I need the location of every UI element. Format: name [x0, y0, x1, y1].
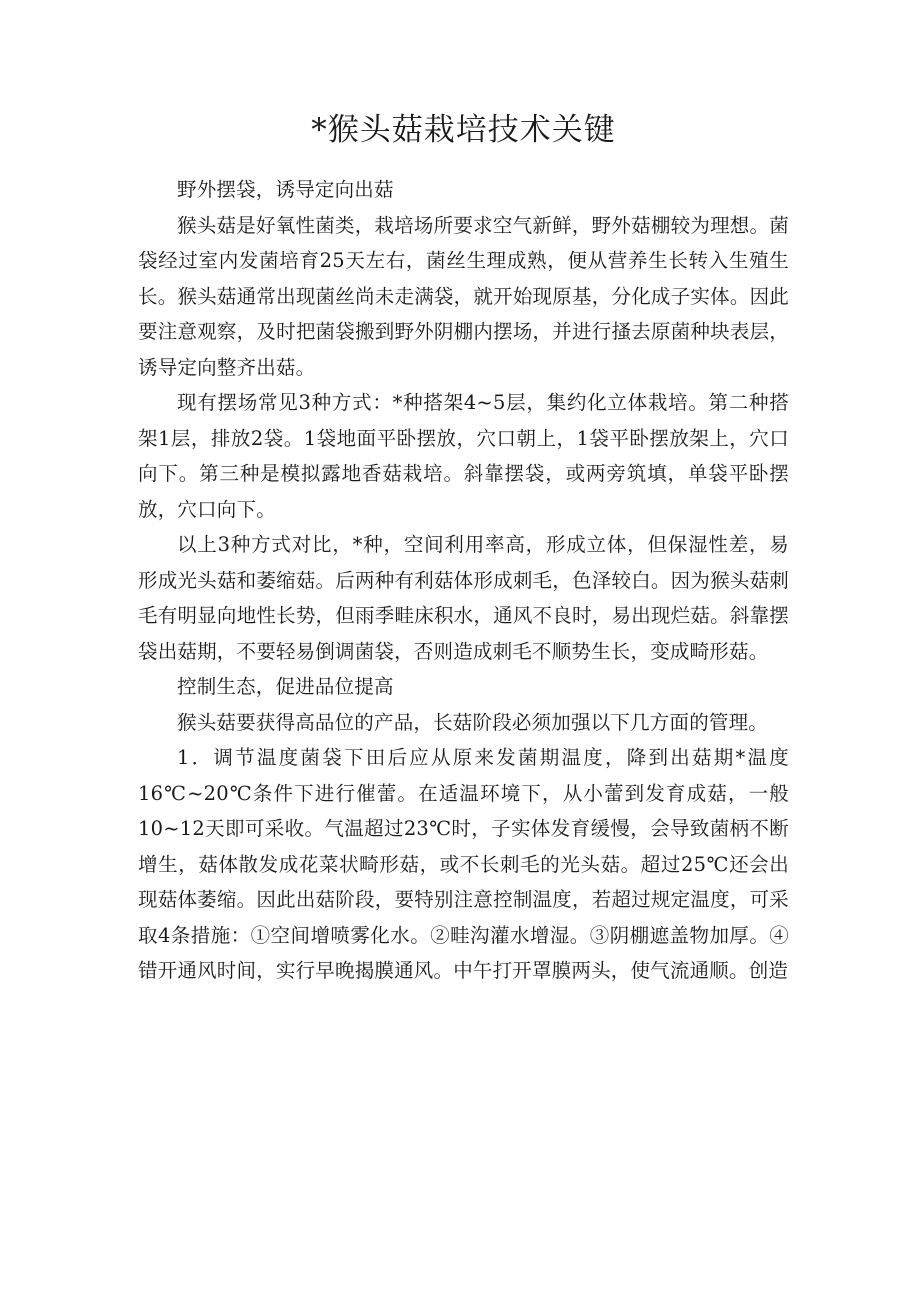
section-heading-outdoor: 野外摆袋，诱导定向出菇	[177, 178, 394, 201]
body-paragraph: 现有摆场常见3种方式：*种搭架4~5层，集约化立体栽培。第二种搭架1层，排放2袋。1袋地面平卧摆放，穴口朝上，1袋平卧摆放架上，穴口向下。第三种是模拟露地香菇栽培。斜靠摆袋，或两旁筑填，单袋平卧摆放，穴口向下。	[138, 391, 789, 521]
body-paragraph: 1．调节温度菌袋下田后应从原来发菌期温度，降到出菇期*温度16℃~20℃条件下进行催蕾。在适温环境下，从小蕾到发育成菇，一般10~12天即可采收。气温超过23℃时，子实体发育缓慢，会导致菌柄不断增生，菇体散发成花菜状畸形菇，或不长刺毛的光头菇。超过25℃还会出现菇体萎缩。因此出菇阶段，要特别注意控制温度，若超过规定温度，可采取4条措施：①空间增喷雾化水。②畦沟灌水增湿。③阴棚遮盖物加厚。④错开通风时间，实行早晚揭膜通风。中午打开罩膜两头，使气流通顺。创造	[138, 746, 789, 982]
body-paragraph: 猴头菇要获得高品位的产品，长菇阶段必须加强以下几方面的管理。	[177, 710, 769, 734]
document-title: *猴头菇栽培技术关键	[311, 112, 616, 148]
section-heading-ecology: 控制生态，促进品位提高	[177, 675, 394, 698]
body-paragraph: 猴头菇是好氧性菌类，栽培场所要求空气新鲜，野外菇棚较为理想。菌袋经过室内发菌培育25天左右，菌丝生理成熟，便从营养生长转入生殖生长。猴头菇通常出现菌丝尚未走满袋，就开始现原基，分化成子实体。因此要注意观察，及时把菌袋搬到野外阴棚内摆场，并进行搔去原菌种块表层，诱导定向整齐出菇。	[138, 213, 789, 379]
body-paragraph: 以上3种方式对比，*种，空间利用率高，形成立体，但保湿性差，易形成光头菇和萎缩菇。后两种有利菇体形成刺毛，色泽较白。因为猴头菇刺毛有明显向地性长势，但雨季畦床积水，通风不良时，易出现烂菇。斜靠摆袋出菇期，不要轻易倒调菌袋，否则造成刺毛不顺势生长，变成畸形菇。	[138, 533, 789, 663]
